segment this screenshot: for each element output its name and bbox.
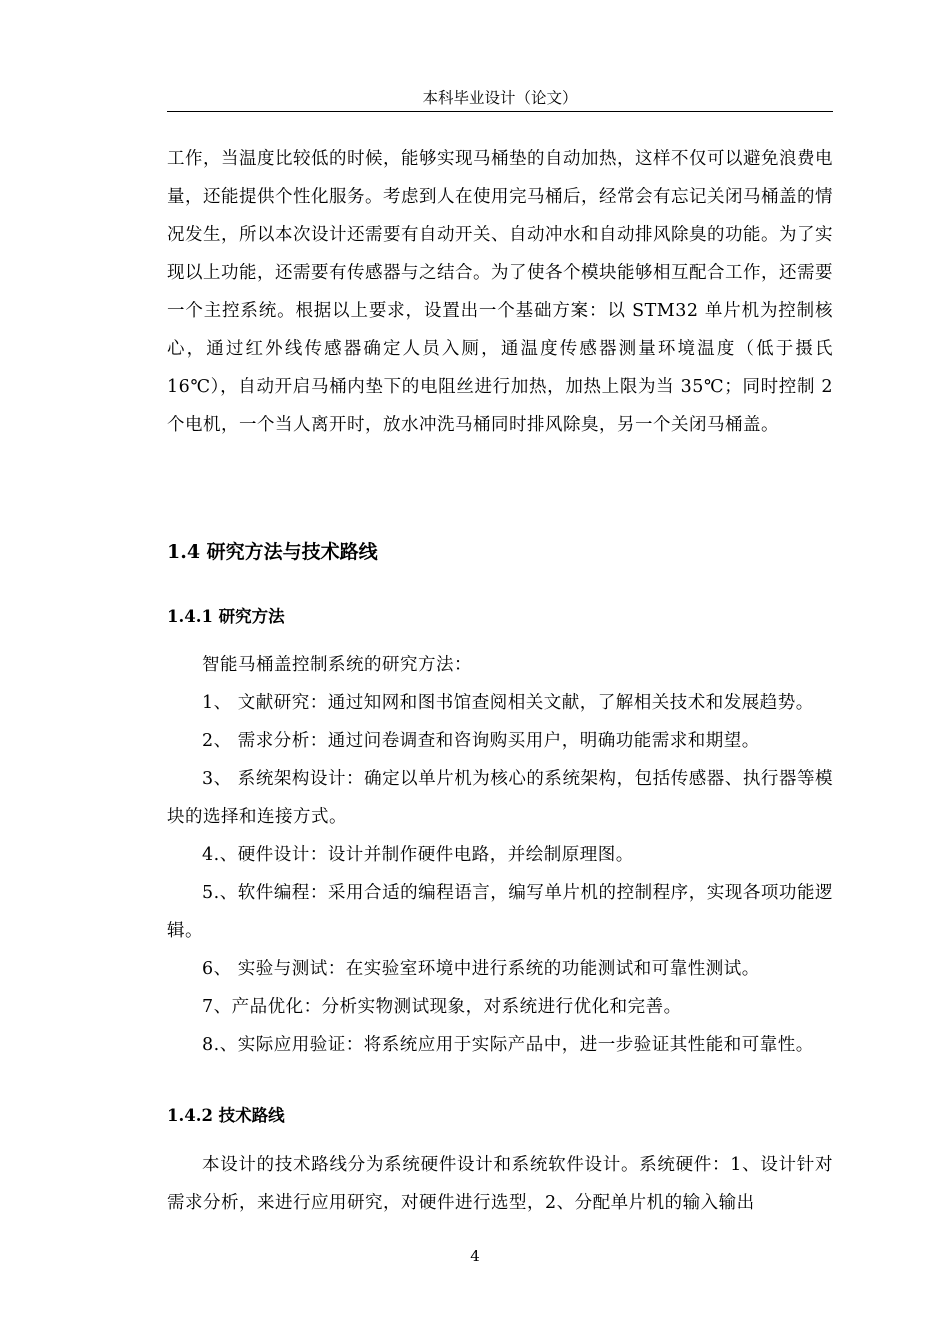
method-item: 1、 文献研究：通过知网和图书馆查阅相关文献，了解相关技术和发展趋势。 [202, 693, 814, 713]
tech-route-paragraph: 本设计的技术路线分为系统硬件设计和系统软件设计。系统硬件：1、设计针对需求分析，来进行应用研究，对硬件进行选型，2、分配单片机的输入输出 [167, 1155, 833, 1213]
page-number: 4 [470, 1247, 480, 1265]
method-item: 2、 需求分析：通过问卷调查和咨询购买用户，明确功能需求和期望。 [202, 731, 760, 751]
research-methods-list [167, 646, 833, 1064]
subsection-heading-1-4-2: 1.4.2 技术路线 [167, 1106, 285, 1125]
method-item: 3、 系统架构设计：确定以单片机为核心的系统架构，包括传感器、执行器等模块的选择和连接方式。 [167, 769, 833, 827]
method-item: 7、产品优化：分析实物测试现象，对系统进行优化和完善。 [202, 997, 682, 1017]
tech-route-block [167, 1146, 833, 1222]
page-header: 本科毕业设计（论文） [422, 89, 578, 107]
method-item: 5.、软件编程：采用合适的编程语言，编写单片机的控制程序，实现各项功能逻辑。 [167, 883, 833, 941]
section-heading-1-4: 1.4 研究方法与技术路线 [167, 541, 378, 563]
header-divider [167, 111, 833, 112]
method-item: 4.、硬件设计：设计并制作硬件电路，并绘制原理图。 [202, 845, 634, 865]
intro-paragraph: 工作，当温度比较低的时候，能够实现马桶垫的自动加热，这样不仅可以避免浪费电量，还能提供个性化服务。考虑到人在使用完马桶后，经常会有忘记关闭马桶盖的情况发生，所以本次设计还需要有自动开关、自动冲水和自动排风除臭的功能。为了实现以上功能，还需要有传感器与之结合。为了使各个模块能够相互配合工作，还需要一个主控系统。根据以上要求，设置出一个基础方案：以 STM32 单片机为控制核心，通过红外线传感器确定人员入厕，通温度传感器测量环境温度（低于摄氏 16℃），自动开启马桶内垫下的电阻丝进行加热，加热上限为当 35℃；同时控制 2 个电机，一个当人离开时，放水冲洗马桶同时排风除臭，另一个关闭马桶盖。 [167, 149, 833, 435]
methods-lead: 智能马桶盖控制系统的研究方法： [202, 655, 472, 675]
method-item: 6、 实验与测试：在实验室环境中进行系统的功能测试和可靠性测试。 [202, 959, 760, 979]
method-item: 8.、实际应用验证：将系统应用于实际产品中，进一步验证其性能和可靠性。 [202, 1035, 814, 1055]
subsection-heading-1-4-1: 1.4.1 研究方法 [167, 607, 285, 626]
intro-block [167, 140, 833, 444]
